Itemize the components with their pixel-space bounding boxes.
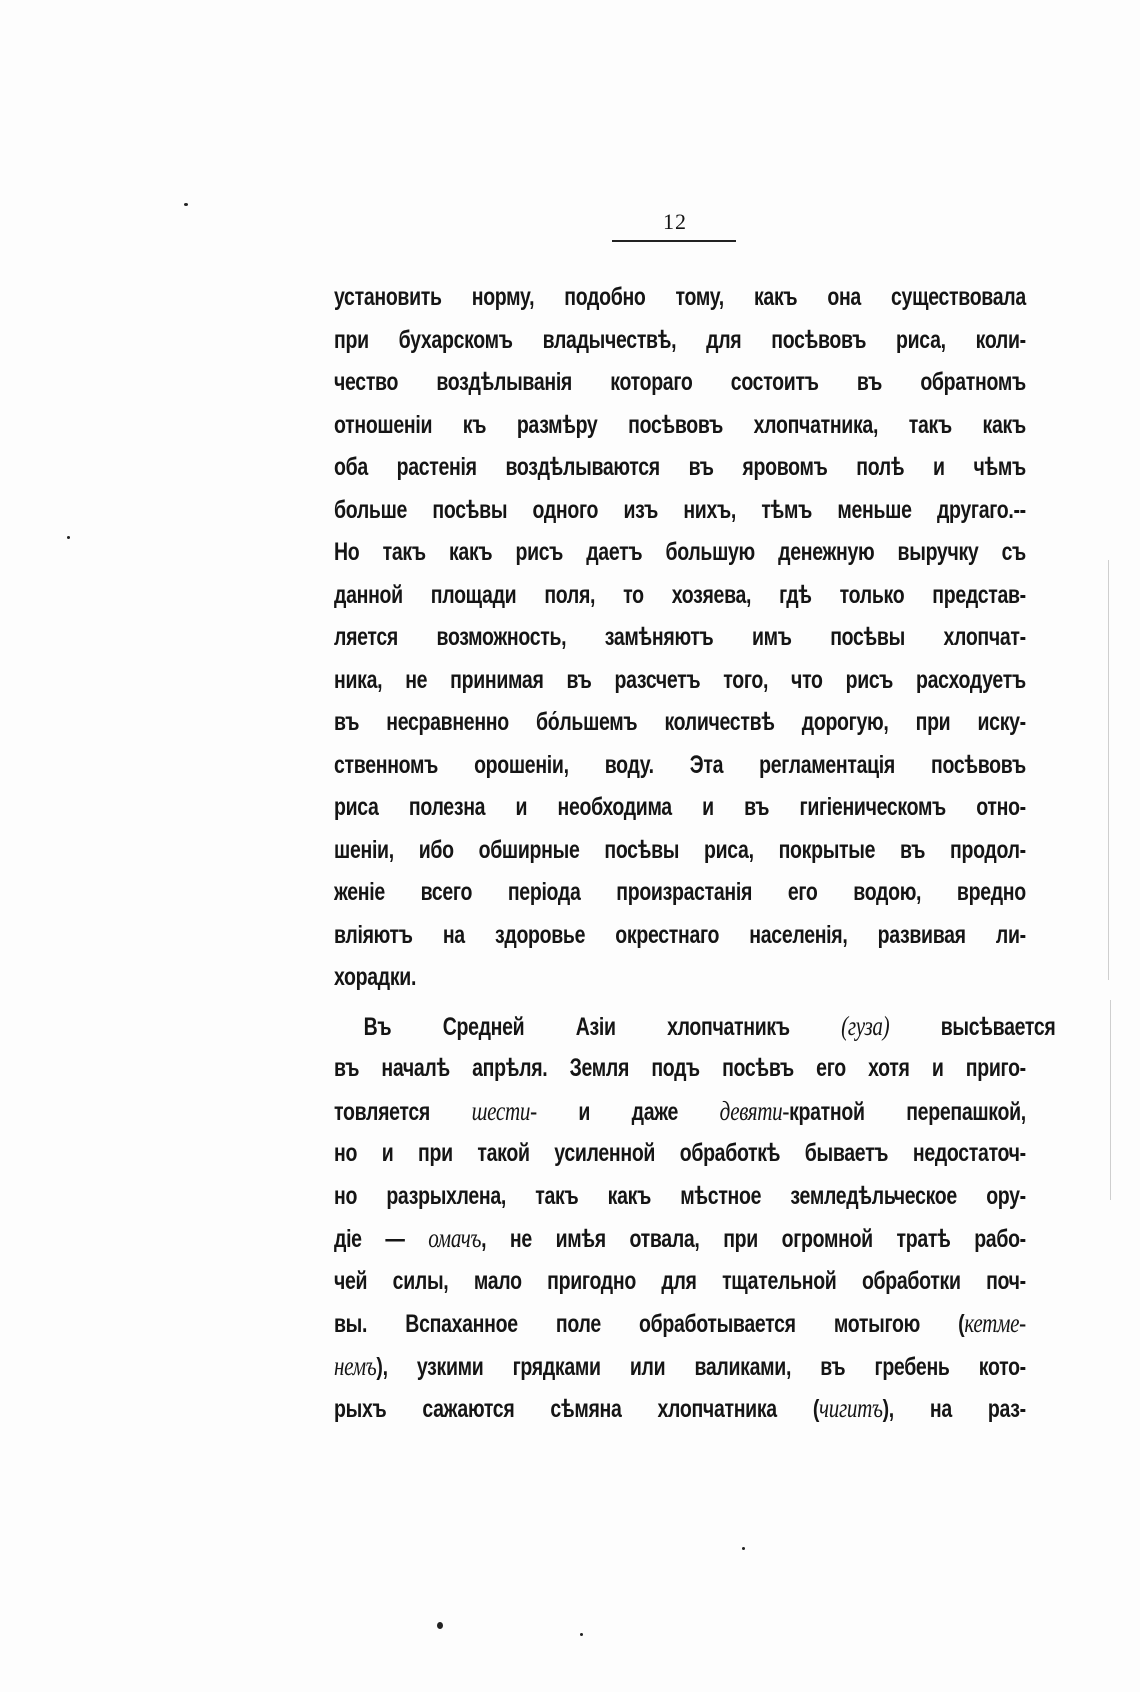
text-line (334, 531, 1026, 574)
text-segment: шеніи, ибо обширные посѣвы риса, покрытые въ продол- (334, 835, 1026, 864)
text-segment: діе — (334, 1225, 429, 1253)
text-segment: Въ Средней Азіи хлопчатникъ (363, 1012, 842, 1041)
paragraph (334, 276, 1026, 999)
text-line (334, 829, 1026, 872)
page-edge-shadow (1110, 1000, 1111, 1200)
text-segment: при бухарскомъ владычествѣ, для посѣвовъ риса, коли- (334, 325, 1026, 354)
text-line (334, 574, 1026, 617)
text-segment: и даже (536, 1097, 720, 1126)
text-segment: вліяютъ на здоровье окрестнаго населенія, развивая ли- (334, 920, 1026, 949)
text-line (334, 659, 1026, 702)
text-line (334, 276, 1026, 319)
italic-term: кетме- (964, 1308, 1026, 1338)
text-segment: женіе всего періода произрастанія его водою, вредно (334, 878, 1026, 906)
text-segment: вы. Вспаханное поле обработывается мотыгою ( (334, 1310, 965, 1338)
italic-term: девяти- (719, 1095, 790, 1126)
text-line (334, 871, 1026, 914)
text-segment: Но такъ какъ рисъ даетъ большую денежную выручку съ (334, 538, 1026, 566)
text-segment: въ началѣ апрѣля. Земля подъ посѣвъ его хотя и приго- (334, 1054, 1026, 1082)
text-segment: ляется возможность, замѣняютъ имъ посѣвы хлопчат- (334, 623, 1026, 651)
text-line (334, 1260, 1026, 1303)
text-line (334, 1090, 1026, 1133)
text-segment: высѣвается (889, 1012, 1056, 1041)
text-segment: больше посѣвы одного изъ нихъ, тѣмъ меньше другаго.-- (334, 495, 1026, 524)
page-edge-shadow (1108, 560, 1109, 980)
text-line (334, 616, 1026, 659)
page-number-rule (612, 240, 736, 242)
text-segment: но и при такой усиленной обработкѣ бываетъ недостаточ- (334, 1139, 1026, 1167)
print-speck (580, 1633, 583, 1636)
print-speck (184, 203, 188, 206)
text-line (334, 1005, 1056, 1048)
text-segment: хорадки. (334, 963, 417, 991)
body-text (334, 276, 1056, 1430)
text-line (334, 1217, 1026, 1260)
text-line (334, 956, 874, 999)
italic-term: (гуза) (841, 1010, 890, 1041)
text-segment: кратной перепашкой, (789, 1097, 1026, 1126)
text-segment: чество воздѣлыванія котораго состоитъ въ обратномъ (334, 368, 1026, 396)
print-speck (437, 1622, 443, 1629)
text-line (334, 1132, 1026, 1175)
text-line (334, 1175, 1026, 1218)
text-line (334, 1387, 1026, 1430)
print-speck (742, 1547, 745, 1550)
text-segment: установить норму, подобно тому, какъ она существовала (334, 283, 1026, 311)
italic-term: омачъ (428, 1223, 482, 1253)
paragraph (334, 1005, 1056, 1430)
text-segment: оба растенія воздѣлываются въ яровомъ полѣ и чѣмъ (334, 453, 1026, 481)
text-line (334, 361, 1026, 404)
text-segment: , не имѣя отвала, при огромной тратѣ рабо- (481, 1225, 1026, 1253)
text-line (334, 404, 1026, 447)
text-line (334, 489, 1026, 532)
text-line (334, 701, 1026, 744)
text-segment: данной площади поля, то хозяева, гдѣ только представ- (334, 580, 1026, 609)
text-segment: ника, не принимая въ разсчетъ того, что рисъ расходуетъ (334, 665, 1026, 694)
text-segment: риса полезна и необходима и въ гигіеническомъ отно- (334, 793, 1026, 821)
text-line (334, 1345, 1026, 1388)
text-line (334, 786, 1026, 829)
italic-term: шести- (471, 1095, 537, 1126)
text-segment: чей силы, мало пригодно для тщательной обработки поч- (334, 1266, 1026, 1295)
italic-term: чигитъ (819, 1393, 883, 1423)
page-number: 12 (663, 209, 687, 234)
text-line (334, 1302, 1026, 1345)
text-line (334, 446, 1026, 489)
text-segment: ), на раз- (882, 1395, 1026, 1423)
text-segment: отношеніи къ размѣру посѣвовъ хлопчатника, такъ какъ (334, 410, 1026, 439)
text-segment: въ несравненно бо́льшемъ количествѣ дорогую, при иску- (334, 708, 1026, 736)
text-segment: но разрыхлена, такъ какъ мѣстное земледѣльческое ору- (334, 1181, 1026, 1210)
text-line (334, 319, 1026, 362)
page-number-container (610, 208, 740, 236)
print-speck (67, 536, 70, 539)
text-line (334, 1047, 1026, 1090)
text-line (334, 914, 1026, 957)
text-segment: ственномъ орошеніи, воду. Эта регламентація посѣвовъ (334, 750, 1026, 779)
text-segment: рыхъ сажаются сѣмяна хлопчатника ( (334, 1395, 820, 1423)
italic-term: немъ (334, 1350, 377, 1381)
text-line (334, 744, 1026, 787)
text-segment: ), узкими грядками или валиками, въ гребень кото- (376, 1352, 1026, 1381)
text-segment: товляется (334, 1097, 472, 1126)
